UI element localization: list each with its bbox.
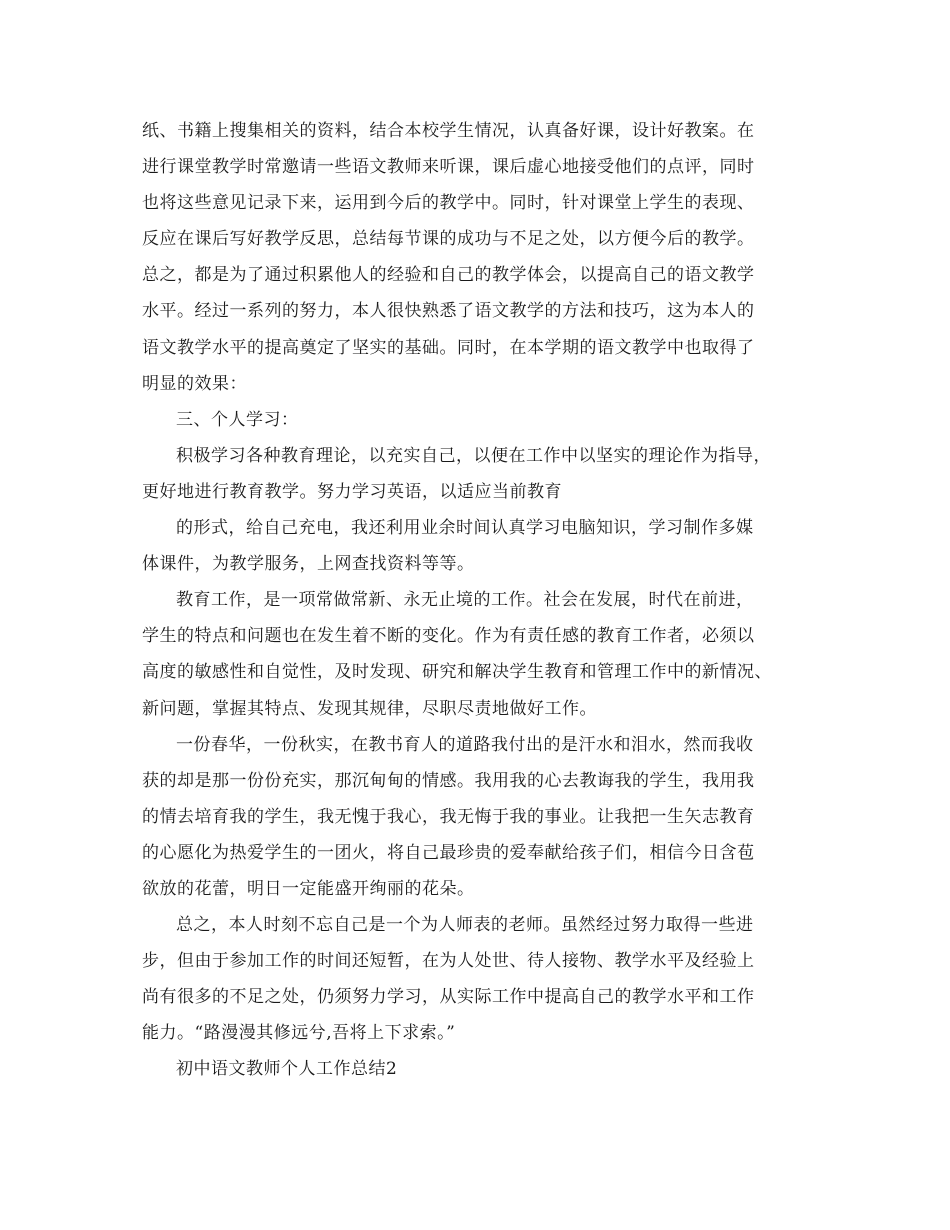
text-line: 反应在课后写好教学反思，总结每节课的成功与不足之处，以方便今后的教学。: [142, 229, 755, 250]
text-line: 水平。经过一系列的努力，本人很快熟悉了语文教学的方法和技巧，这为本人的: [142, 301, 755, 322]
text-line: 的心愿化为热爱学生的一团火，将自己最珍贵的爱奉献给孩子们，相信今日含苞: [142, 842, 755, 863]
text-line: 更好地进行教育教学。努力学习英语，以适应当前教育: [142, 481, 562, 502]
text-line: 积极学习各种教育理论，以充实自己，以便在工作中以坚实的理论作为指导，: [176, 445, 771, 466]
text-line: 教育工作，是一项常做常新、永无止境的工作。社会在发展，时代在前进，: [176, 590, 754, 611]
text-line: 纸、书籍上搜集相关的资料，结合本校学生情况，认真备好课，设计好教案。在: [142, 121, 755, 141]
text-line: 三、个人学习：: [176, 409, 299, 430]
text-line: 学生的特点和问题也在发生着不断的变化。作为有责任感的教育工作者，必须以: [142, 626, 755, 647]
text-line: 欲放的花蕾，明日一定能盛开绚丽的花朵。: [142, 878, 475, 899]
text-line: 一份春华，一份秋实，在教书育人的道路我付出的是汗水和泪水，然而我收: [176, 734, 754, 755]
text-line: 尚有很多的不足之处，仍须努力学习，从实际工作中提高自己的教学水平和工作: [142, 987, 755, 1008]
text-line: 步，但由于参加工作的时间还短暂，在为人处世、待人接物、教学水平及经验上: [142, 951, 755, 972]
text-line: 高度的敏感性和自觉性，及时发现、研究和解决学生教育和管理工作中的新情况、: [142, 662, 772, 683]
text-line: 新问题，掌握其特点、发现其规律，尽职尽责地做好工作。: [142, 698, 597, 719]
text-line: 的情去培育我的学生，我无愧于我心，我无悔于我的事业。让我把一生矢志教育: [142, 806, 755, 827]
text-line: 的形式，给自己充电，我还利用业余时间认真学习电脑知识，学习制作多媒: [176, 518, 754, 539]
text-line: 语文教学水平的提高奠定了坚实的基础。同时，在本学期的语文教学中也取得了: [142, 337, 755, 358]
text-line: 获的却是那一份份充实，那沉甸甸的情感。我用我的心去教诲我的学生，我用我: [142, 770, 755, 791]
section-heading: 初中语文教师个人工作总结2: [176, 1059, 398, 1080]
text-line: 进行课堂教学时常邀请一些语文教师来听课，课后虚心地接受他们的点评，同时: [142, 157, 755, 178]
document-body: [142, 113, 817, 1088]
text-line: 总之，本人时刻不忘自己是一个为人师表的老师。虽然经过努力取得一些进: [176, 915, 754, 936]
text-line: 体课件，为教学服务，上网查找资料等等。: [142, 554, 475, 575]
text-line: 能力。“路漫漫其修远兮,吾将上下求索。”: [142, 1023, 456, 1044]
text-line: 明显的效果：: [142, 373, 247, 394]
text-line: 也将这些意见记录下来，运用到今后的教学中。同时，针对课堂上学生的表现、: [142, 193, 755, 214]
text-line: 总之，都是为了通过积累他人的经验和自己的教学体会，以提高自己的语文教学: [142, 265, 755, 286]
